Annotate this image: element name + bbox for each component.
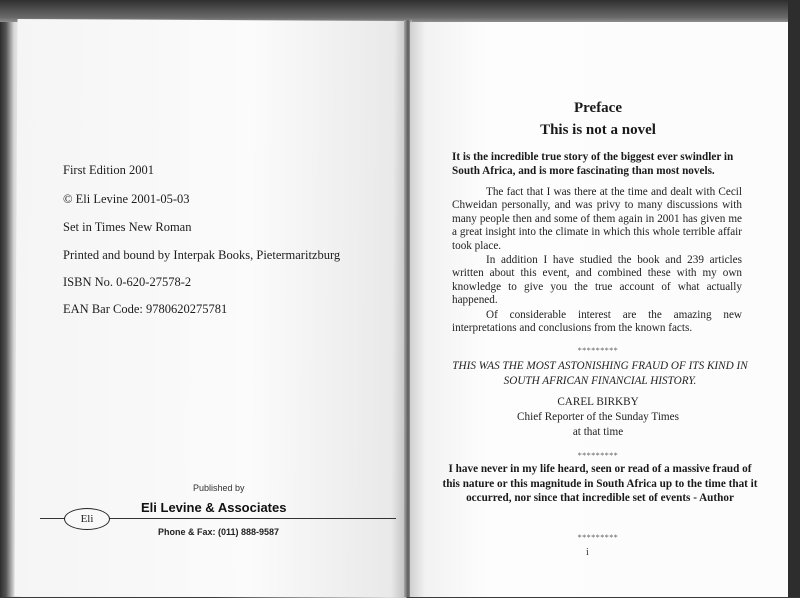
quote-author: CAREL BIRKBY (557, 396, 639, 408)
separator-stars-1: ********* (577, 346, 619, 355)
printer-line: Printed and bound by Interpak Books, Pietermaritzburg (63, 248, 341, 262)
edition-line: First Edition 2001 (63, 163, 154, 177)
publisher-logo-text: Eli (80, 513, 94, 525)
published-by-label: Published by (193, 483, 245, 493)
quote-author-time: at that time (572, 426, 624, 438)
page-number: i (586, 547, 589, 558)
press-quote: THIS WAS THE MOST ASTONISHING FRAUD OF ITS KIND IN SOUTH AFRICAN FINANCIAL HISTORY. (452, 360, 748, 387)
preface-subtitle: This is not a novel (540, 122, 656, 138)
publisher-phone: Phone & Fax: (011) 888-9587 (158, 527, 280, 537)
typeface-line: Set in Times New Roman (63, 220, 192, 234)
ean-line: EAN Bar Code: 9780620275781 (63, 302, 228, 316)
preface-paragraph-1: The fact that I was there at the time and dealt with Cecil Chweidan personally, and was privy to many discussions with many people then and some of them again in 2001 has given me a great insight into the climate in which this whole terrible affair took place. (452, 186, 742, 252)
copyright-line: © Eli Levine 2001-05-03 (63, 192, 190, 206)
publisher-name: Eli Levine & Associates (141, 500, 287, 515)
preface-paragraph-3: Of considerable interest are the amazing new interpretations and conclusions from the known facts. (452, 309, 742, 335)
separator-stars-3: ********* (577, 533, 619, 542)
preface-lead: It is the incredible true story of the biggest ever swindler in South Africa, and is more fascinating than most novels. (452, 151, 734, 177)
preface-title: Preface (573, 100, 623, 116)
publisher-logo (64, 508, 110, 530)
separator-stars-2: ********* (577, 451, 619, 460)
isbn-line: ISBN No. 0-620-27578-2 (63, 275, 192, 289)
quote-author-role: Chief Reporter of the Sunday Times (517, 411, 679, 423)
preface-paragraph-2: In addition I have studied the book and 239 articles written about this event, and combined these with my own knowledge to give you the true account of what actually happened. (452, 254, 742, 307)
author-closing-statement: I have never in my life heard, seen or read of a massive fraud of this nature or this magnitude in South Africa up to the time that it occurred, nor since that incredible set of events - Author (442, 463, 758, 504)
scan-right-border (788, 0, 800, 597)
